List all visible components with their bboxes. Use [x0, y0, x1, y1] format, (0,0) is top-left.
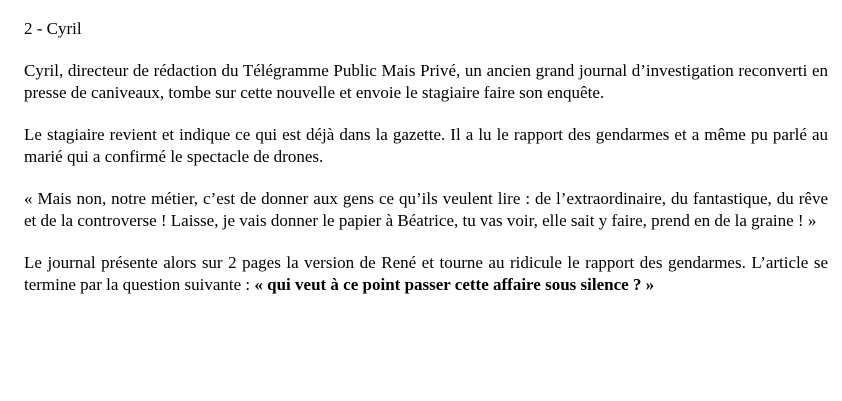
section-heading: 2 - Cyril — [24, 19, 82, 38]
document-page — [24, 18, 828, 296]
paragraph-intro: Cyril, directeur de rédaction du Télégramme Public Mais Privé, un ancien grand journal d’investigation reconverti en presse de caniveaux, tombe sur cette nouvelle et envoie le stagiaire faire son enquête. — [24, 61, 828, 102]
paragraph-conclusion — [24, 252, 828, 296]
paragraph-quote: « Mais non, notre métier, c’est de donner aux gens ce qu’ils veulent lire : de l’extraordinaire, du fantastique, du rêve et de la controverse ! Laisse, je vais donner le papier à Béatrice, tu vas voir, elle sait y faire, prend en de la graine ! » — [24, 189, 828, 230]
paragraph-conclusion-text: Le journal présente alors sur 2 pages la version de René et tourne au ridicule le rapport des gendarmes. L’article se termine par la question suivante : — [24, 253, 828, 294]
closing-question: « qui veut à ce point passer cette affaire sous silence ? » — [254, 275, 655, 294]
paragraph-intern: Le stagiaire revient et indique ce qui est déjà dans la gazette. Il a lu le rapport des gendarmes et a même pu parlé au marié qui a confirmé le spectacle de drones. — [24, 125, 828, 166]
